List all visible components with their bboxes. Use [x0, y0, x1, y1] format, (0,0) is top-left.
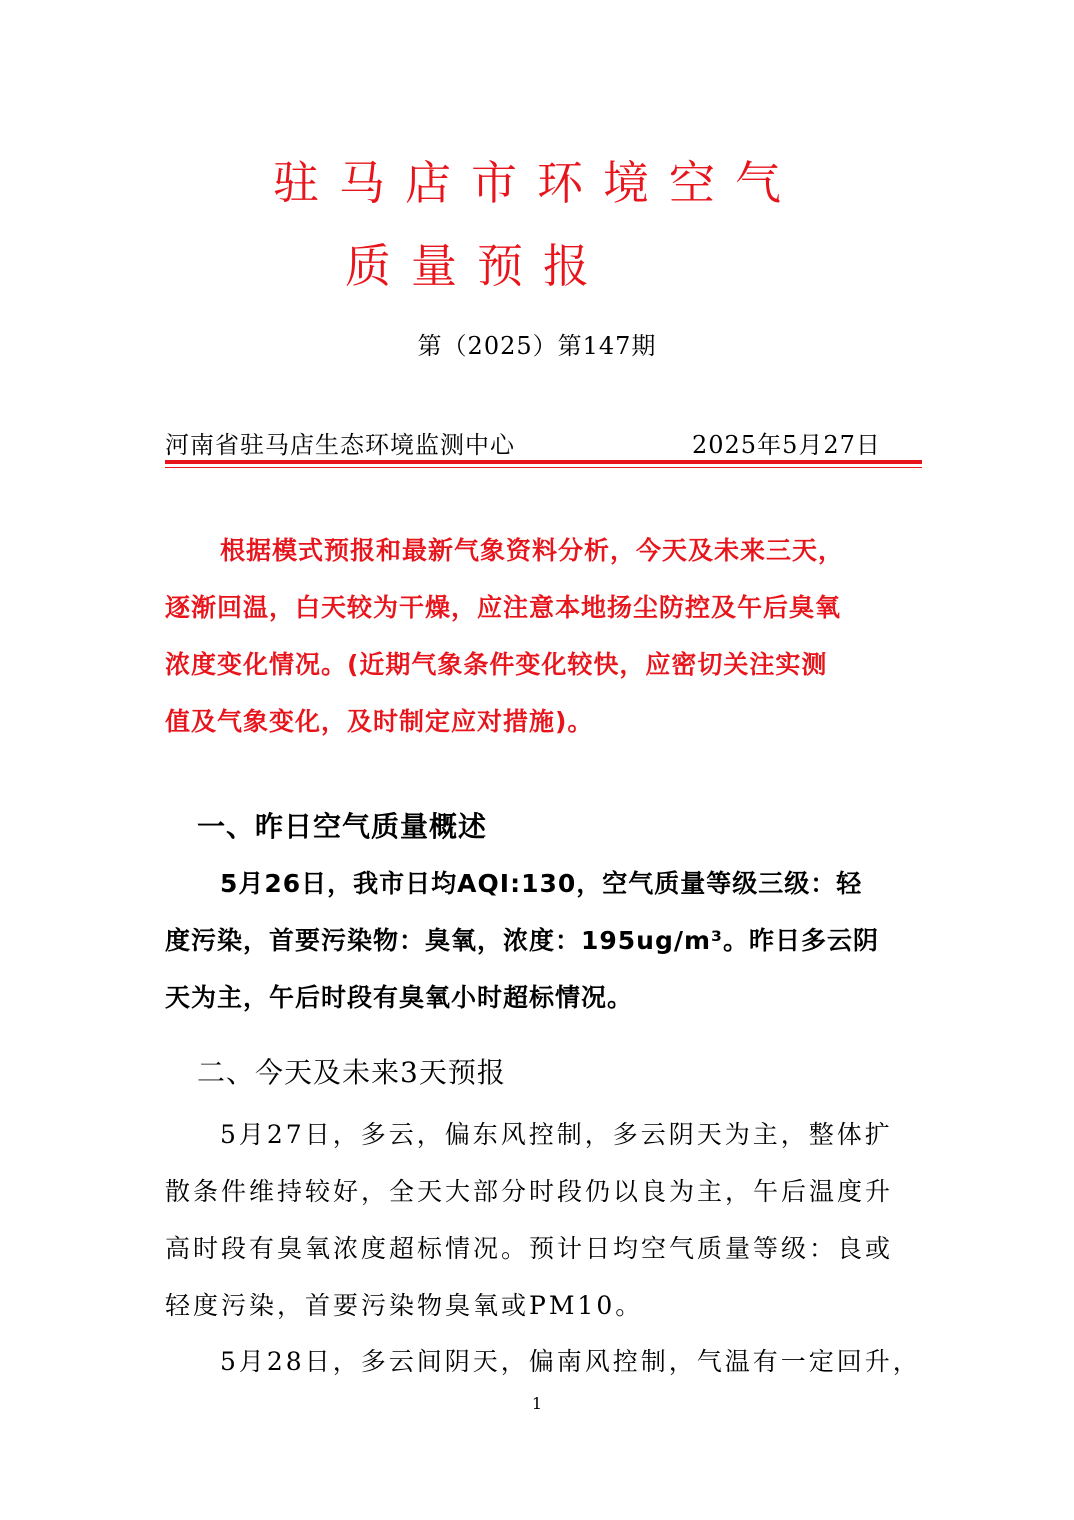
summary-paragraph — [165, 522, 910, 750]
document-title-line-1: 驻马店市环境空气 — [273, 156, 801, 210]
section-2-paragraph-1 — [165, 1106, 910, 1334]
section-2-line: 5月28日，多云间阴天，偏南风控制，气温有一定回升， — [220, 1347, 921, 1376]
issue-date: 2025年5月27日 — [692, 431, 881, 459]
document-title-line-2: 质量预报 — [345, 239, 609, 293]
section-1-line: 5月26日，我市日均AQI:130，空气质量等级三级：轻 — [220, 869, 863, 898]
header-divider-thick — [165, 460, 922, 464]
summary-line: 浓度变化情况。(近期气象条件变化较快，应密切关注实测 — [165, 650, 828, 679]
summary-line: 逐渐回温，白天较为干燥，应注意本地扬尘防控及午后臭氧 — [165, 593, 842, 622]
section-2-line: 5月27日，多云，偏东风控制，多云阴天为主，整体扩 — [220, 1120, 893, 1149]
section-1-paragraph — [165, 855, 910, 1026]
issue-number: 第（2025）第147期 — [417, 332, 657, 360]
section-1-line: 度污染，首要污染物：臭氧，浓度：195ug/m³。昨日多云阴 — [165, 926, 880, 955]
section-2-paragraph-2 — [165, 1333, 921, 1390]
section-2-line: 高时段有臭氧浓度超标情况。预计日均空气质量等级：良或 — [165, 1234, 894, 1263]
summary-line: 根据模式预报和最新气象资料分析，今天及未来三天， — [220, 536, 845, 565]
section-2-line: 轻度污染，首要污染物臭氧或PM10。 — [165, 1291, 644, 1320]
section-2-line: 散条件维持较好，全天大部分时段仍以良为主，午后温度升 — [165, 1177, 894, 1206]
section-2-heading: 二、今天及未来3天预报 — [197, 1056, 506, 1089]
summary-line: 值及气象变化，及时制定应对措施)。 — [165, 707, 594, 736]
section-1-line: 天为主，午后时段有臭氧小时超标情况。 — [165, 983, 634, 1012]
header-divider-thin — [165, 467, 922, 468]
section-1-heading: 一、昨日空气质量概述 — [197, 810, 488, 843]
page-number: 1 — [531, 1394, 543, 1413]
organization-name: 河南省驻马店生态环境监测中心 — [165, 431, 515, 459]
